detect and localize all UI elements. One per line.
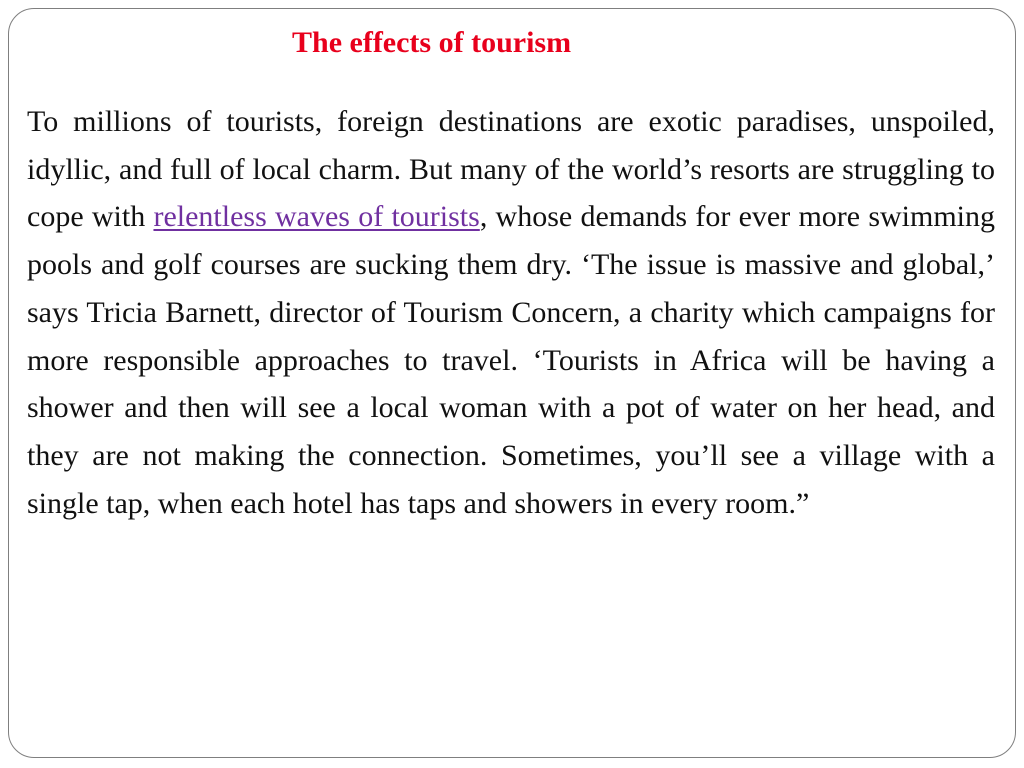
body-text-after-link: , whose demands for ever more swimming pools and golf courses are sucking them dry. ‘The issue is massive and global,’ says Tricia Barnett, director of Tourism Concern, a charity which campaigns for more responsible approaches to travel. ‘Tourists in Africa will be having a shower and then will see a local woman with a pot of water on her head, and they are not making the connection. Sometimes, you’ll see a village with a single tap, when each hotel has taps and showers in every room.” [27, 200, 996, 520]
relentless-waves-link[interactable]: relentless waves of tourists [153, 200, 480, 234]
slide-title: The effects of tourism [292, 26, 572, 59]
body-paragraph [27, 98, 995, 527]
body-text-before-link: To millions of tourists, foreign destinations are exotic paradises, unspoiled, idyllic, and full of local charm. But many of the world’s resorts are struggling to cope with [27, 105, 995, 234]
